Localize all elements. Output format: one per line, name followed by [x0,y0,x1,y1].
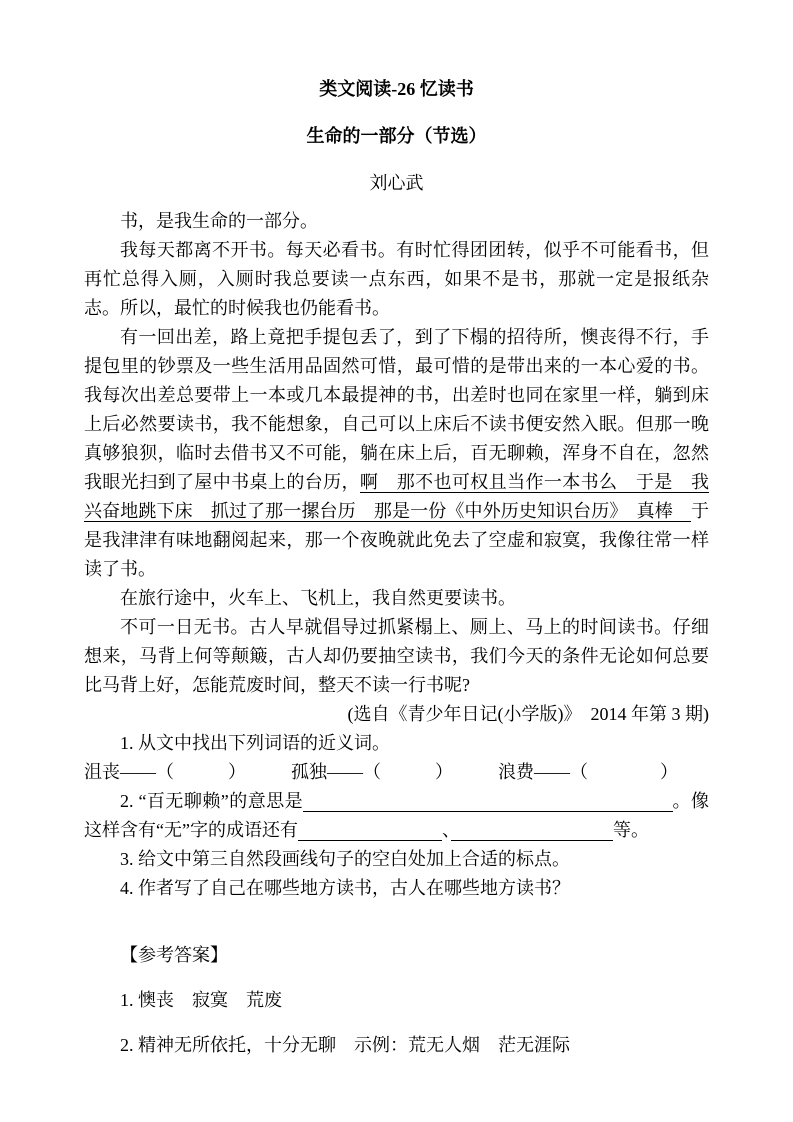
text-run: 3. 给文中第三自然段画线句子的空白处加上合适的标点。 [120,849,570,869]
question-line-1 [84,729,709,758]
paragraph-3 [84,323,727,584]
text-run: 不可一日无书。古人早就倡导过抓紧榻上、厕上、马上的时间读书。仔细想来，马背上何等颠簸，古人却仍要抽空读书，我们今天的条件无论如何总要比马背上好，怎能荒废时间，整天不读一行书呢? [84,617,709,695]
document-title: 类文阅读-26 忆读书 [319,79,474,99]
text-run: 于是我津津有味地翻阅起来，那一个夜晚就此免去了空虚和寂寞，我像往常一样读了书。 [84,501,709,579]
text-run: 2. “百无聊赖”的意思是 [120,791,304,811]
answer-line-1 [84,941,709,970]
paragraph-6 [84,700,709,729]
text-run: 、 [441,820,451,840]
questions-section [84,729,709,903]
article-body [84,207,727,729]
paragraph-2 [84,236,709,323]
text-run: 4. 作者写了自己在哪些地方读书，古人在哪些地方读书？ [120,878,570,898]
paragraph-5 [84,613,709,700]
text-run: 沮丧——（ ） 孤独——（ ） 浪费——（ ） [84,762,678,782]
underline-run [451,820,613,841]
question-line-3 [84,787,709,845]
text-run: 2. 精神无所依托，十分无聊 示例：荒无人烟 茫无涯际 [120,1035,570,1055]
underline-run: 啊 那不也可权且当作一本书么 于是 我兴奋地跳下床 抓过了那一摞台历 那是一份《中外历史知识台历》 真棒 [84,472,710,521]
paragraph-4 [84,584,709,613]
answer-line-2 [84,986,709,1015]
text-run: 在旅行途中，火车上、飞机上，我自然更要读书。 [120,588,516,608]
question-line-4 [84,845,709,874]
author-name: 刘心武 [369,173,424,193]
text-run: 1. 从文中找出下列词语的近义词。 [120,733,390,753]
answer-line-3 [84,1031,709,1060]
underline-run [303,791,672,812]
text-run: 【参考答案】 [120,945,228,965]
paragraph-1 [84,207,709,236]
text-run: 书，是我生命的一部分。 [120,211,318,231]
text-run: 1. 懊丧 寂寞 荒废 [120,990,282,1010]
question-line-2 [84,758,709,787]
text-run: (选自《青少年日记(小学版)》 2014 年第 3 期) [347,704,709,724]
underline-run [298,820,442,841]
reference-answers-section [84,941,709,1060]
document-subtitle: 生命的一部分（节选） [306,126,487,146]
question-line-5 [84,874,709,903]
text-run: 。像这样含有“无”字的成语还有 [84,791,710,840]
text-run: 我每天都离不开书。每天必看书。有时忙得团团转，似乎不可能看书，但再忙总得入厕，入厕时我总要读一点东西，如果不是书，那就一定是报纸杂志。所以，最忙的时候我也仍能看书。 [84,240,709,318]
text-run: 有一回出差，路上竟把手提包丢了，到了下榻的招待所，懊丧得不行，手提包里的钞票及一些生活用品固然可惜，最可惜的是带出来的一本心爱的书。我每次出差总要带上一本或几本最提神的书，出差时也同在家里一样，躺到床上后必然要读书，我不能想象，自己可以上床后不读书便安然入眠。但那一晚真够狼狈，临时去借书又不可能，躺在床上后，百无聊赖，浑身不自在，忽然 我眼光扫到了屋中书桌上的台历， [84,327,727,492]
text-run: 等。 [612,820,649,840]
